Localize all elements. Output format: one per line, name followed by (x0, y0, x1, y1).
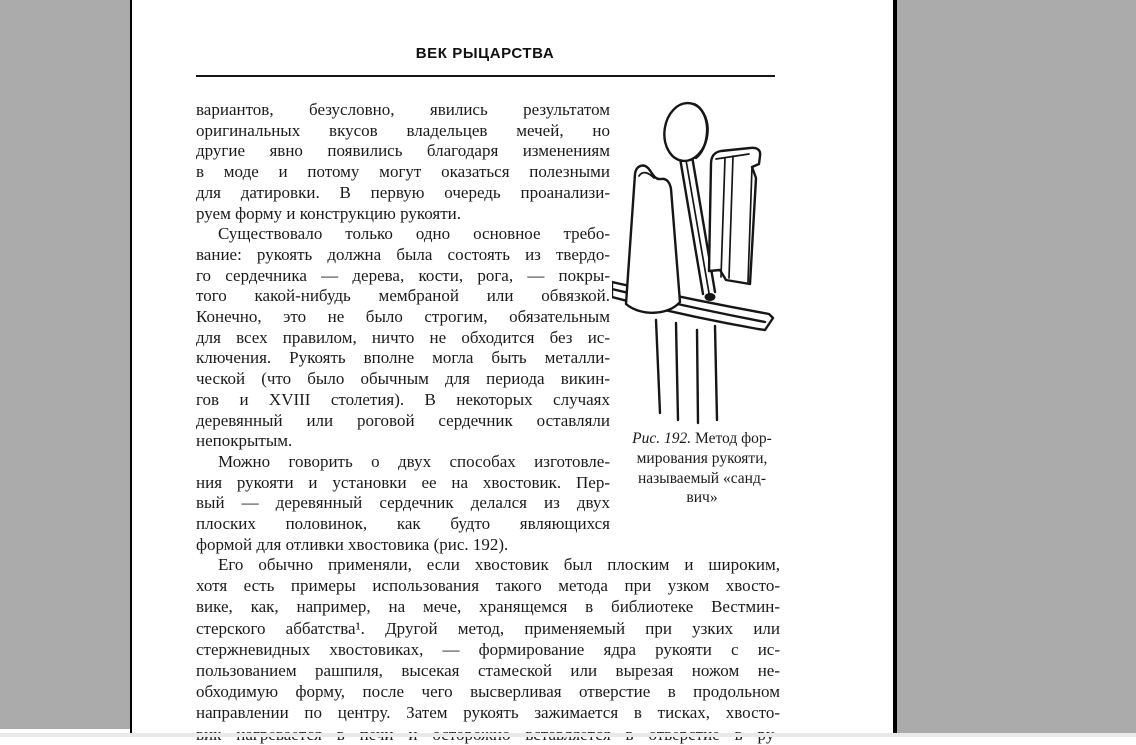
text-line: Существовало только одно основное требо- (218, 224, 610, 244)
text-line: того какой-нибудь мембраной или обвязкой. (196, 286, 610, 306)
text-line: для всех правилом, ничто не обходится без ис- (196, 327, 610, 347)
text-line: Его обычно применяли, если хвостовик был плоским и широким, (218, 555, 780, 574)
tang-center-line (686, 160, 709, 293)
figure-caption-line: мирования рукояти, (636, 449, 768, 467)
figure-caption (604, 429, 800, 508)
blade-edge-left (656, 320, 660, 413)
text-line: оригинальных вкусов владельцев мечей, но (196, 120, 610, 140)
text-line: Конечно, это не было строгим, обязательным (196, 307, 610, 327)
text-line: ния рукояти и установки ее на хвостовик. Пер- (196, 472, 610, 492)
figure-caption-label: Рис. 192. (632, 430, 692, 447)
blade-fuller-right (697, 330, 698, 423)
blade-edge-right (715, 326, 717, 420)
viewer-backdrop-right (897, 0, 1136, 733)
text-line: вый — деревянный сердечник делался из двух (196, 493, 610, 513)
text-line: Можно говорить о двух способах изготовле- (218, 451, 610, 471)
figure-caption-line: вич» (686, 489, 718, 507)
book-page (130, 0, 897, 737)
text-line: го сердечника — дерева, кости, рога, — покры- (196, 265, 610, 285)
text-line: стерского аббатства¹. Другой метод, применяемый при узких или (196, 618, 780, 638)
text-line: деревянный или роговой сердечник оставляли (196, 410, 610, 430)
text-line: вариантов, безусловно, явились результатом (196, 100, 610, 119)
blade-fuller-left (676, 323, 678, 420)
text-line: ческой (что было обычным для периода викин- (196, 369, 610, 389)
text-line: гов и XVIII столетия). В некоторых случаях (196, 389, 610, 409)
figure-caption-line: называемый «санд- (637, 469, 767, 487)
figure-caption-rest (604, 449, 800, 508)
text-line: хотя есть примеры использования такого метода при узком хвосто- (196, 576, 780, 596)
text-line: вике, как, например, на мече, хранящемся в библиотеке Вестмин- (196, 597, 780, 617)
pommel-disc (661, 101, 711, 164)
figure-caption-text: Метод фор- (695, 430, 772, 447)
figure-sword-grip-sandwich-drawing (612, 92, 792, 427)
figure-caption-line (604, 429, 800, 449)
full-width-text-block (196, 554, 780, 745)
main-text-column (196, 100, 610, 555)
text-line: для датировки. В первую очередь проанализи- (196, 182, 610, 202)
text-line: руем форму и конструкцию рукояти. (196, 203, 462, 223)
viewer-backdrop-left (0, 0, 130, 729)
tang-hole (705, 293, 716, 301)
text-line: вание: рукоять должна была состоять из твердо- (196, 244, 610, 264)
tang-left-edge (680, 158, 703, 294)
header-rule (196, 75, 775, 77)
text-line: обходимую форму, после чего высверливая отверстие в продольном (196, 682, 780, 702)
window-bottom-strip (0, 733, 1136, 737)
text-line: в моде и потому могут оказаться полезными (196, 162, 610, 182)
text-line: плоских половинок, как будто являющихся (196, 514, 610, 534)
text-line: стержневидных хвостовиках, — формирование ядра рукояти с ис- (196, 639, 780, 659)
page-header-title: ВЕК РЫЦАРСТВА (415, 45, 555, 62)
grip-half-left (626, 166, 680, 313)
text-line: направлении по центру. Затем рукоять зажимается в тисках, хвосто- (196, 703, 780, 723)
text-line: ключения. Рукоять вполне могла быть металли- (196, 348, 610, 368)
text-line: непокрытым. (196, 431, 293, 451)
text-line: пользованием рашпиля, высекая стамеской или вырезая ножом не- (196, 661, 780, 681)
text-line: другие явно появились благодаря изменениям (196, 141, 610, 161)
text-line: формой для отливки хвостовика (рис. 192). (196, 534, 509, 554)
